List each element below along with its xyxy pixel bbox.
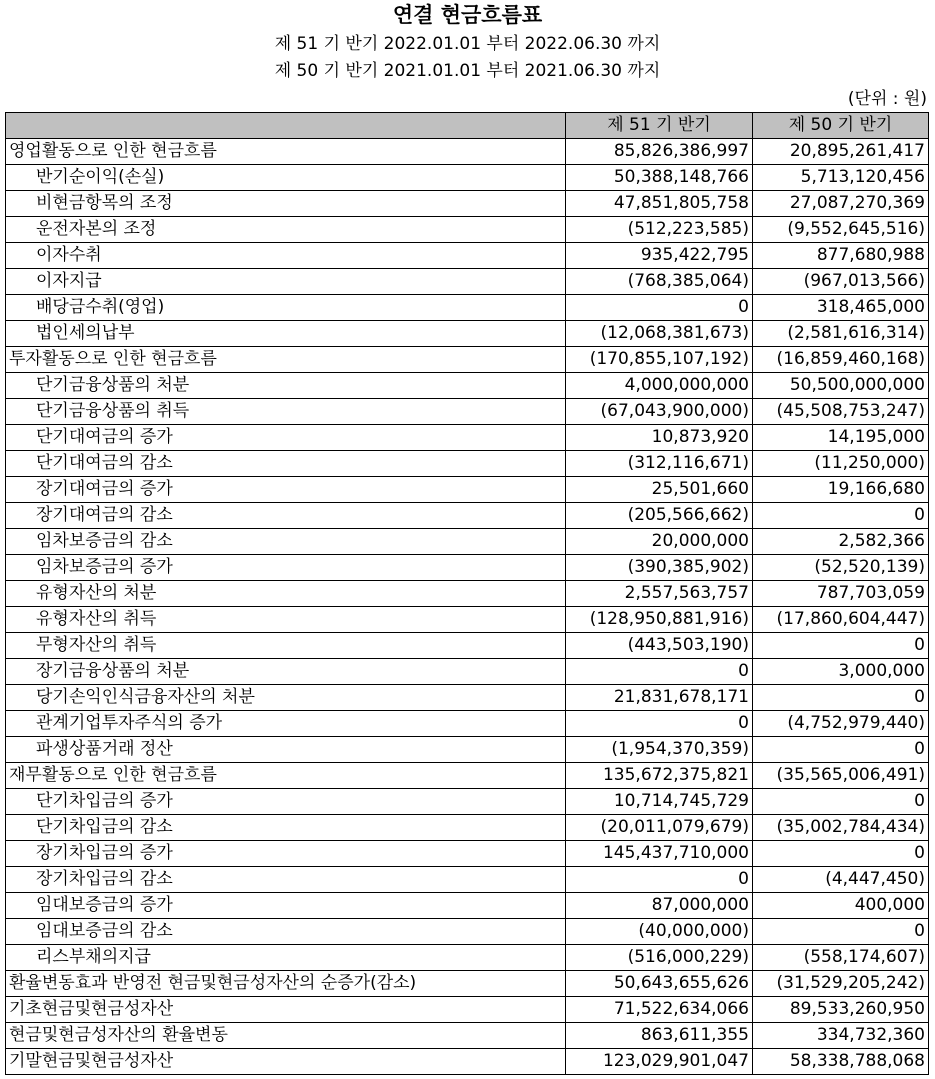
row-prior-value: 787,703,059 [753, 581, 929, 607]
row-prior-value: 20,895,261,417 [753, 139, 929, 165]
table-row [6, 685, 929, 711]
table-row [6, 659, 929, 685]
table-row [6, 815, 929, 841]
table-row [6, 789, 929, 815]
row-prior-value: 400,000 [753, 893, 929, 919]
header-current: 제 51 기 반기 [566, 113, 753, 139]
row-prior-value: (9,552,645,516) [753, 217, 929, 243]
table-row [6, 945, 929, 971]
row-label: 단기차입금의 감소 [6, 815, 566, 841]
row-prior-value: (31,529,205,242) [753, 971, 929, 997]
row-current-value: 0 [566, 659, 753, 685]
row-label: 환율변동효과 반영전 현금및현금성자산의 순증가(감소) [6, 971, 566, 997]
row-current-value: 2,557,563,757 [566, 581, 753, 607]
row-label: 장기대여금의 감소 [6, 503, 566, 529]
row-label: 단기차입금의 증가 [6, 789, 566, 815]
section-row [6, 1049, 929, 1075]
row-prior-value: 5,713,120,456 [753, 165, 929, 191]
row-current-value: 25,501,660 [566, 477, 753, 503]
cash-flow-table [5, 112, 929, 1075]
table-row [6, 711, 929, 737]
row-label: 유형자산의 처분 [6, 581, 566, 607]
row-current-value: 21,831,678,171 [566, 685, 753, 711]
row-label: 이자수취 [6, 243, 566, 269]
row-current-value: 145,437,710,000 [566, 841, 753, 867]
table-row [6, 295, 929, 321]
row-current-value: 135,672,375,821 [566, 763, 753, 789]
table-row [6, 269, 929, 295]
current-period: 제 51 기 반기 2022.01.01 부터 2022.06.30 까지 [274, 34, 661, 54]
row-label: 영업활동으로 인한 현금흐름 [6, 139, 566, 165]
row-current-value: 0 [566, 295, 753, 321]
row-prior-value: (35,565,006,491) [753, 763, 929, 789]
row-label: 관계기업투자주식의 증가 [6, 711, 566, 737]
row-current-value: 10,873,920 [566, 425, 753, 451]
table-row [6, 607, 929, 633]
row-label: 임대보증금의 감소 [6, 919, 566, 945]
row-label: 임차보증금의 증가 [6, 555, 566, 581]
table-row [6, 841, 929, 867]
row-label: 단기금융상품의 취득 [6, 399, 566, 425]
table-row [6, 893, 929, 919]
row-current-value: (1,954,370,359) [566, 737, 753, 763]
row-prior-value: (11,250,000) [753, 451, 929, 477]
row-label: 투자활동으로 인한 현금흐름 [6, 347, 566, 373]
row-prior-value: 50,500,000,000 [753, 373, 929, 399]
row-label: 당기손익인식금융자산의 처분 [6, 685, 566, 711]
row-prior-value: (45,508,753,247) [753, 399, 929, 425]
row-label: 단기대여금의 증가 [6, 425, 566, 451]
row-current-value: (516,000,229) [566, 945, 753, 971]
table-row [6, 451, 929, 477]
header-row [6, 113, 929, 139]
row-current-value: (12,068,381,673) [566, 321, 753, 347]
row-current-value: 123,029,901,047 [566, 1049, 753, 1075]
row-prior-value: (52,520,139) [753, 555, 929, 581]
statement-title: 연결 현금흐름표 [392, 2, 543, 27]
table-row [6, 399, 929, 425]
row-current-value: 50,388,148,766 [566, 165, 753, 191]
row-current-value: (205,566,662) [566, 503, 753, 529]
table-row [6, 321, 929, 347]
row-label: 단기대여금의 감소 [6, 451, 566, 477]
row-prior-value: (4,752,979,440) [753, 711, 929, 737]
prior-period: 제 50 기 반기 2021.01.01 부터 2021.06.30 까지 [274, 61, 661, 81]
row-label: 무형자산의 취득 [6, 633, 566, 659]
section-row [6, 347, 929, 373]
row-current-value: 87,000,000 [566, 893, 753, 919]
row-prior-value: 58,338,788,068 [753, 1049, 929, 1075]
row-current-value: 0 [566, 711, 753, 737]
table-row [6, 737, 929, 763]
row-prior-value: 2,582,366 [753, 529, 929, 555]
row-current-value: 71,522,634,066 [566, 997, 753, 1023]
row-prior-value: 0 [753, 503, 929, 529]
table-row [6, 867, 929, 893]
table-row [6, 477, 929, 503]
table-row [6, 503, 929, 529]
table-row [6, 425, 929, 451]
row-label: 기초현금및현금성자산 [6, 997, 566, 1023]
row-current-value: (312,116,671) [566, 451, 753, 477]
row-prior-value: (16,859,460,168) [753, 347, 929, 373]
row-label: 장기차입금의 감소 [6, 867, 566, 893]
row-label: 현금및현금성자산의 환율변동 [6, 1023, 566, 1049]
row-current-value: (67,043,900,000) [566, 399, 753, 425]
table-row [6, 997, 929, 1023]
row-label: 리스부채의지급 [6, 945, 566, 971]
row-prior-value: 0 [753, 737, 929, 763]
row-current-value: 935,422,795 [566, 243, 753, 269]
row-current-value: (20,011,079,679) [566, 815, 753, 841]
row-current-value: (390,385,902) [566, 555, 753, 581]
row-current-value: (128,950,881,916) [566, 607, 753, 633]
row-label: 법인세의납부 [6, 321, 566, 347]
row-prior-value: 3,000,000 [753, 659, 929, 685]
table-row [6, 243, 929, 269]
row-label: 비현금항목의 조정 [6, 191, 566, 217]
header-prior: 제 50 기 반기 [753, 113, 929, 139]
row-current-value: (768,385,064) [566, 269, 753, 295]
row-prior-value: 0 [753, 685, 929, 711]
table-row [6, 191, 929, 217]
row-label: 재무활동으로 인한 현금흐름 [6, 763, 566, 789]
row-prior-value: 0 [753, 633, 929, 659]
row-prior-value: (35,002,784,434) [753, 815, 929, 841]
row-label: 유형자산의 취득 [6, 607, 566, 633]
row-prior-value: 877,680,988 [753, 243, 929, 269]
row-prior-value: 89,533,260,950 [753, 997, 929, 1023]
table-row [6, 581, 929, 607]
row-current-value: 50,643,655,626 [566, 971, 753, 997]
row-current-value: (512,223,585) [566, 217, 753, 243]
table-row [6, 529, 929, 555]
row-current-value: 47,851,805,758 [566, 191, 753, 217]
row-current-value: (40,000,000) [566, 919, 753, 945]
table-row [6, 217, 929, 243]
row-label: 반기순이익(손실) [6, 165, 566, 191]
row-prior-value: (4,447,450) [753, 867, 929, 893]
row-label: 기말현금및현금성자산 [6, 1049, 566, 1075]
row-prior-value: 0 [753, 919, 929, 945]
section-row [6, 763, 929, 789]
table-row [6, 165, 929, 191]
row-prior-value: 19,166,680 [753, 477, 929, 503]
row-label: 이자지급 [6, 269, 566, 295]
row-current-value: 0 [566, 867, 753, 893]
unit-label: (단위 : 원) [847, 89, 927, 109]
row-prior-value: 318,465,000 [753, 295, 929, 321]
section-row [6, 139, 929, 165]
table-row [6, 555, 929, 581]
table-row [6, 373, 929, 399]
row-label: 장기대여금의 증가 [6, 477, 566, 503]
table-row [6, 1023, 929, 1049]
row-label: 장기금융상품의 처분 [6, 659, 566, 685]
row-prior-value: (967,013,566) [753, 269, 929, 295]
row-current-value: 85,826,386,997 [566, 139, 753, 165]
row-prior-value: 0 [753, 789, 929, 815]
row-current-value: 4,000,000,000 [566, 373, 753, 399]
row-current-value: 20,000,000 [566, 529, 753, 555]
row-prior-value: 334,732,360 [753, 1023, 929, 1049]
table-row [6, 633, 929, 659]
row-label: 임차보증금의 감소 [6, 529, 566, 555]
table-row [6, 919, 929, 945]
row-current-value: 863,611,355 [566, 1023, 753, 1049]
row-label: 운전자본의 조정 [6, 217, 566, 243]
row-prior-value: 27,087,270,369 [753, 191, 929, 217]
row-prior-value: (17,860,604,447) [753, 607, 929, 633]
row-label: 단기금융상품의 처분 [6, 373, 566, 399]
row-current-value: 10,714,745,729 [566, 789, 753, 815]
row-prior-value: (2,581,616,314) [753, 321, 929, 347]
row-prior-value: 0 [753, 841, 929, 867]
row-label: 파생상품거래 정산 [6, 737, 566, 763]
row-label: 배당금수취(영업) [6, 295, 566, 321]
row-prior-value: (558,174,607) [753, 945, 929, 971]
table-row [6, 971, 929, 997]
header-label [6, 113, 566, 139]
row-current-value: (170,855,107,192) [566, 347, 753, 373]
row-label: 장기차입금의 증가 [6, 841, 566, 867]
row-label: 임대보증금의 증가 [6, 893, 566, 919]
row-current-value: (443,503,190) [566, 633, 753, 659]
row-prior-value: 14,195,000 [753, 425, 929, 451]
